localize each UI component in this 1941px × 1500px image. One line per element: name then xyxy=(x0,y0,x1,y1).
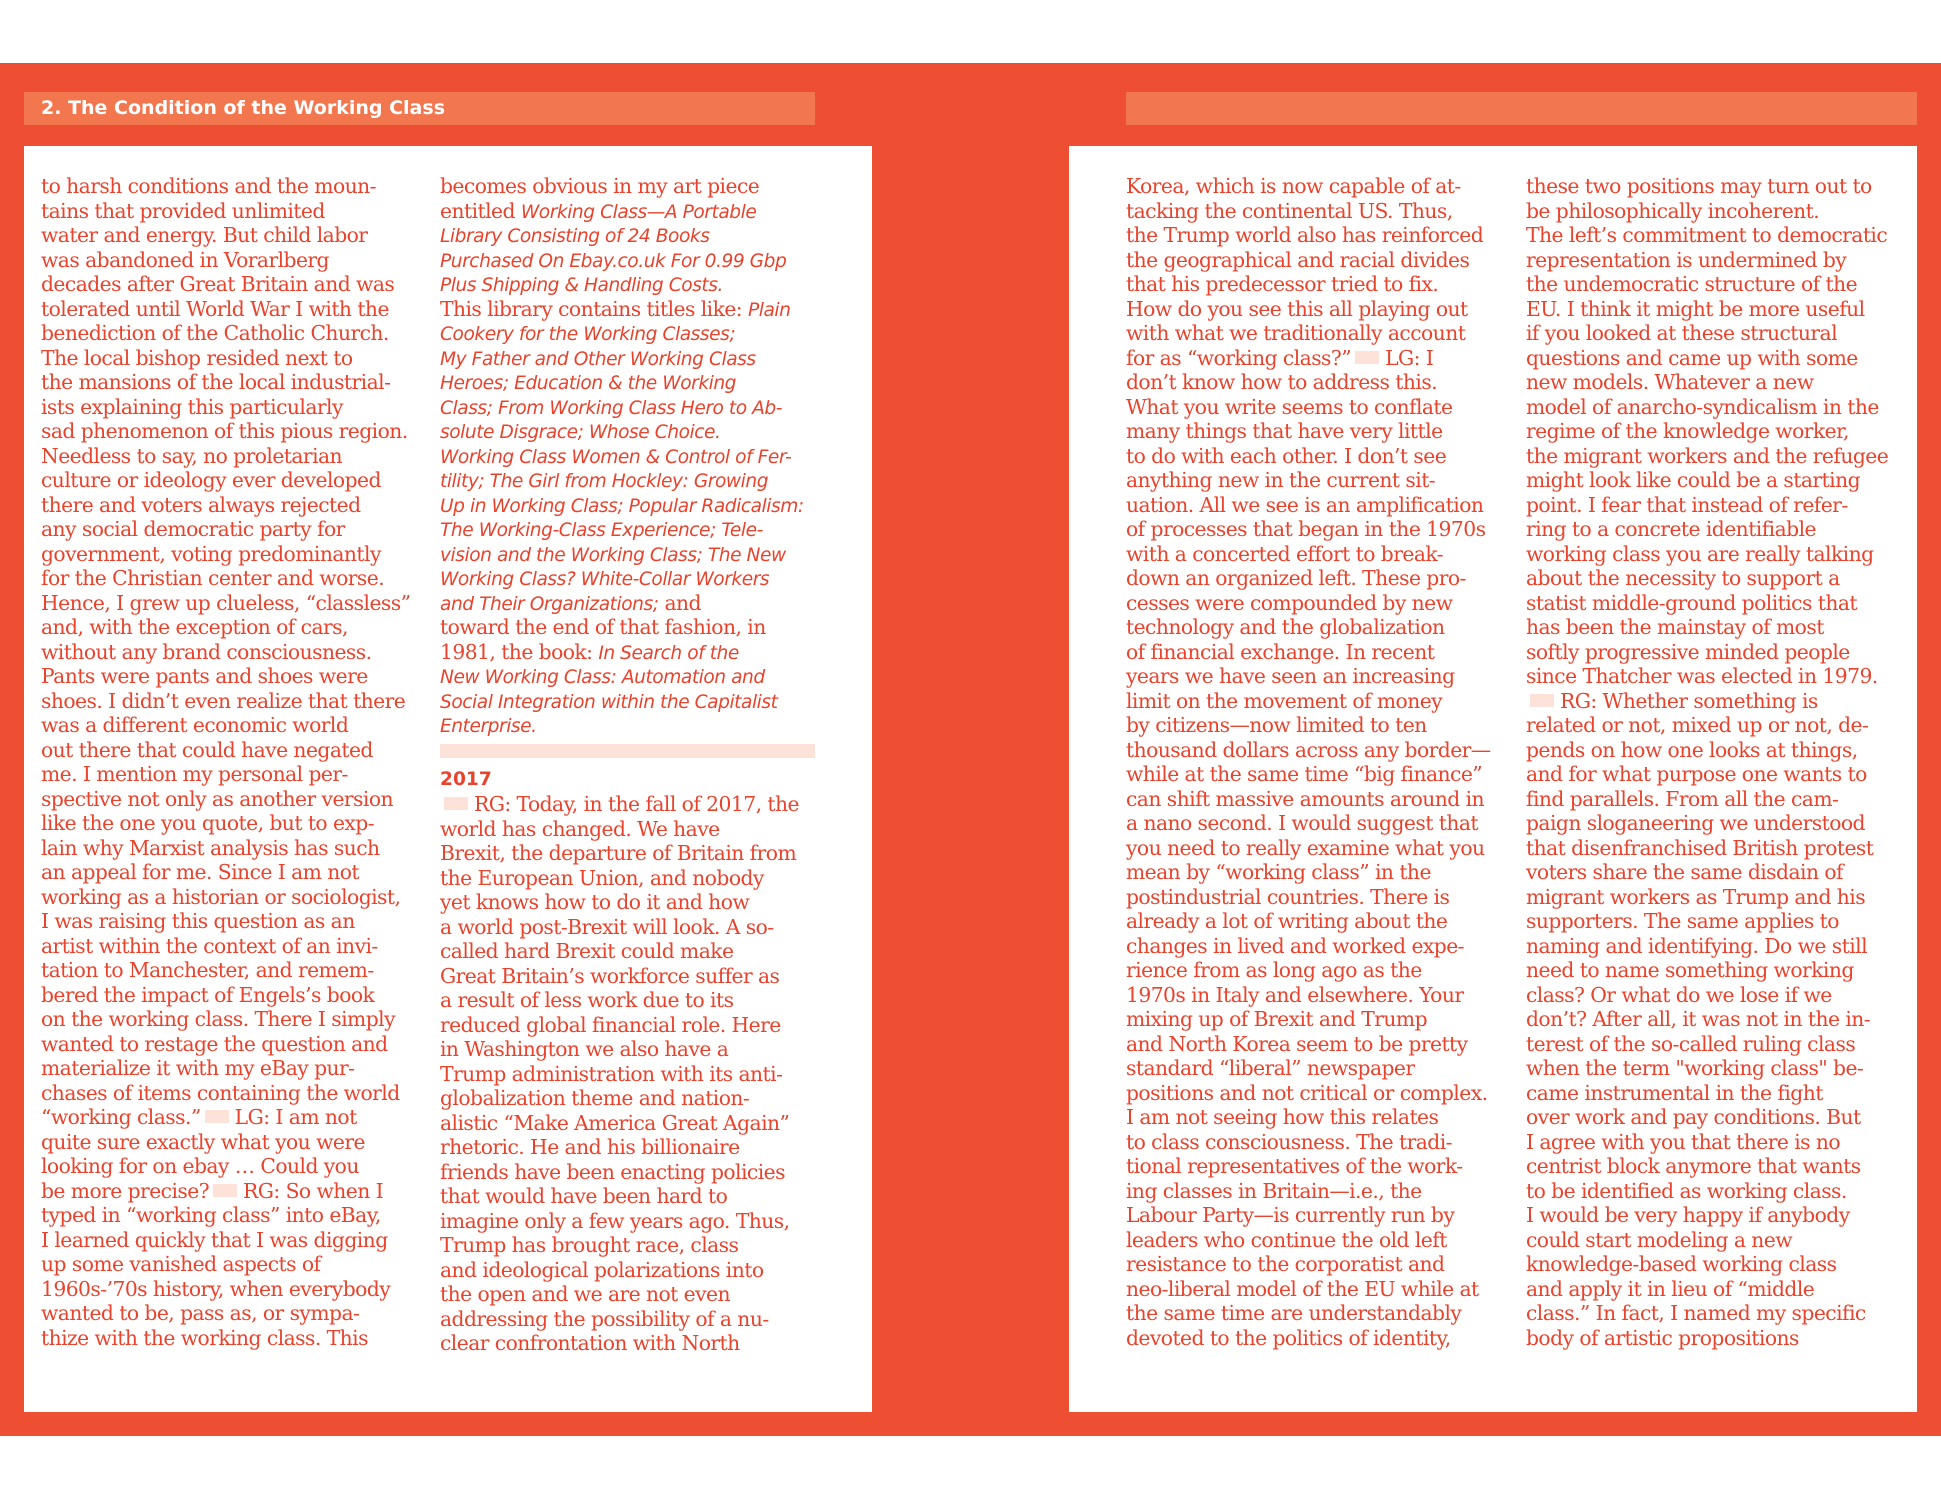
text-line: spective not only as another version xyxy=(41,786,394,811)
text-line: working as a historian or sociologist, xyxy=(41,884,401,909)
text-segment: becomes obvious in my art piece xyxy=(440,174,760,198)
text-line: that would have been hard to xyxy=(440,1184,728,1208)
text-line: friends have been enacting policies xyxy=(440,1159,785,1184)
text-line: class? Or what do we lose if we xyxy=(1526,982,1832,1007)
text-line: wanted to be, pass as, or sympa- xyxy=(41,1301,360,1325)
text-line xyxy=(440,566,815,591)
book-list-paragraph xyxy=(440,174,815,738)
text-line: to harsh conditions and the moun- xyxy=(41,174,376,198)
text-segment: for as “working class?” xyxy=(1126,345,1352,370)
italic-title: Social Integration within the Capitalist xyxy=(440,691,778,713)
text-line: tional representatives of the work- xyxy=(1126,1154,1463,1178)
text-line: bered the impact of Engels’s book xyxy=(41,982,375,1007)
text-line: positions and not critical or complex. xyxy=(1126,1080,1488,1105)
text-line: that his predecessor tried to fix. xyxy=(1126,272,1439,296)
text-segment: entitled xyxy=(440,198,521,223)
italic-title: vision and the Working Class; The New xyxy=(440,544,786,566)
text-line: rience from as long ago as the xyxy=(1126,958,1422,982)
text-line: be philosophically incoherent. xyxy=(1526,198,1820,223)
text-line: Hence, I grew up clueless, “classless” xyxy=(41,590,411,615)
text-line xyxy=(440,223,815,248)
text-line: point. I fear that instead of refer- xyxy=(1526,492,1848,517)
italic-title: Enterprise. xyxy=(440,716,537,737)
text-line: devoted to the politics of identity, xyxy=(1126,1325,1451,1350)
text-line: the open and we are not even xyxy=(440,1282,730,1306)
text-line: any social democratic party for xyxy=(41,517,345,541)
text-line: imagine only a few years ago. Thus, xyxy=(440,1208,790,1233)
text-line: lain why Marxist analysis has such xyxy=(41,835,380,860)
section-year: 2017 xyxy=(440,768,492,790)
text-line: changes in lived and worked expe- xyxy=(1126,933,1464,958)
text-line: if you looked at these structural xyxy=(1526,321,1838,345)
text-line: What you write seems to conflate xyxy=(1126,394,1453,419)
text-line: benediction of the Catholic Church. xyxy=(41,321,389,345)
italic-title: Library Consisting of 24 Books xyxy=(440,226,710,247)
text-line: addressing the possibility of a nu- xyxy=(440,1306,769,1331)
text-line xyxy=(440,370,815,395)
left-page-column-1 xyxy=(41,174,429,1350)
text-line: naming and identifying. Do we still xyxy=(1526,933,1868,958)
text-line: the European Union, and nobody xyxy=(440,865,764,890)
text-segment: 1981, the book: xyxy=(440,639,599,664)
text-line: I learned quickly that I was digging xyxy=(41,1227,388,1252)
text-line: need to name something working xyxy=(1526,958,1854,982)
text-line xyxy=(41,1179,429,1204)
text-line: on the working class. There I simply xyxy=(41,1007,396,1031)
left-page xyxy=(24,146,872,1412)
text-line: don’t? After all, it was not in the in- xyxy=(1526,1007,1871,1031)
section-divider xyxy=(440,744,815,758)
italic-title: Heroes; Education & the Working xyxy=(440,373,737,394)
text-line: Trump administration with its anti- xyxy=(440,1061,783,1086)
text-line: standard “liberal” newspaper xyxy=(1126,1056,1415,1080)
text-line: I agree with you that there is no xyxy=(1526,1129,1841,1154)
text-line: wanted to restage the question and xyxy=(41,1031,388,1056)
text-line: paign sloganeering we understood xyxy=(1526,811,1865,835)
italic-title: Plus Shipping & Handling Costs. xyxy=(440,275,723,296)
text-segment: LG: I xyxy=(1385,345,1434,370)
text-line: I would be very happy if anybody xyxy=(1526,1203,1850,1227)
text-line: I am not seeing how this relates xyxy=(1126,1105,1439,1129)
text-line: like the one you quote, but to exp- xyxy=(41,811,375,835)
italic-title: Up in Working Class; Popular Radicalism: xyxy=(440,495,804,517)
text-segment: “working class.” xyxy=(41,1105,201,1129)
text-segment: This library contains titles like: xyxy=(440,296,748,321)
text-line: tains that provided unlimited xyxy=(41,198,325,223)
italic-title: In Search of the xyxy=(598,642,739,664)
text-line: government, voting predominantly xyxy=(41,541,381,566)
italic-title: Plain xyxy=(747,299,791,321)
text-line: centrist block anymore that wants xyxy=(1526,1154,1861,1178)
text-line: technology and the globalization xyxy=(1126,615,1445,639)
text-line: related or not, mixed up or not, de- xyxy=(1526,713,1869,737)
text-line: came instrumental in the fight xyxy=(1526,1080,1823,1105)
text-line xyxy=(440,395,815,420)
text-line: about the necessity to support a xyxy=(1526,566,1840,590)
italic-title: New Working Class: Automation and xyxy=(440,667,765,688)
text-line: new models. Whatever a new xyxy=(1526,370,1814,394)
text-line: Great Britain’s workforce suffer as xyxy=(440,963,780,988)
text-line xyxy=(440,468,815,493)
text-line: uation. All we see is an amplification xyxy=(1126,492,1484,517)
text-line: there and voters always rejected xyxy=(41,492,361,517)
text-line: yet knows how to do it and how xyxy=(440,890,750,914)
text-line: and, with the exception of cars, xyxy=(41,615,348,639)
text-line: since Thatcher was elected in 1979. xyxy=(1526,664,1878,688)
text-line: find parallels. From all the cam- xyxy=(1526,786,1839,811)
text-line: cesses were compounded by new xyxy=(1126,590,1453,615)
text-line: EU. I think it might be more useful xyxy=(1526,296,1865,321)
text-line: that disenfranchised British protest xyxy=(1526,835,1874,860)
text-line: ists explaining this particularly xyxy=(41,394,343,419)
text-line: of financial exchange. In recent xyxy=(1126,639,1435,664)
text-line: was abandoned in Vorarlberg xyxy=(41,247,329,272)
text-line: Brexit, the departure of Britain from xyxy=(440,841,797,865)
italic-title: Working Class—A Portable xyxy=(520,201,757,223)
text-line: alistic “Make America Great Again” xyxy=(440,1110,790,1135)
text-line: globalization theme and nation- xyxy=(440,1086,750,1110)
speaker-marker xyxy=(1530,694,1554,707)
text-line: I was raising this question as an xyxy=(41,909,355,933)
text-line: body of artistic propositions xyxy=(1526,1325,1799,1350)
chapter-header-bar xyxy=(24,92,815,125)
text-line: migrant workers as Trump and his xyxy=(1526,884,1866,909)
italic-title: and Their Organizations; xyxy=(440,593,659,615)
text-segment: RG: Today, in the fall of 2017, the xyxy=(474,792,799,816)
text-line: don’t know how to address this. xyxy=(1126,370,1438,394)
text-line: working class you are really talking xyxy=(1526,541,1874,566)
text-line xyxy=(440,615,815,640)
text-line xyxy=(440,444,815,469)
text-line: rhetoric. He and his billionaire xyxy=(440,1135,740,1159)
text-line xyxy=(440,199,815,224)
text-line: anything new in the current sit- xyxy=(1126,468,1436,492)
text-line: Labour Party—is currently run by xyxy=(1126,1203,1455,1227)
text-line: decades after Great Britain and was xyxy=(41,272,395,296)
italic-title: The Working-Class Experience; Tele- xyxy=(440,520,763,541)
text-line: chases of items containing the world xyxy=(41,1080,400,1105)
text-line: materialize it with my eBay pur- xyxy=(41,1056,355,1080)
text-line: and ideological polarizations into xyxy=(440,1257,764,1282)
text-line: the mansions of the local industrial- xyxy=(41,370,391,394)
text-line: and North Korea seem to be pretty xyxy=(1126,1031,1468,1056)
italic-title: solute Disgrace; Whose Choice. xyxy=(440,422,721,443)
text-line: Needless to say, no proletarian xyxy=(41,443,343,468)
text-line: while at the same time “big finance” xyxy=(1126,762,1483,786)
text-segment: and xyxy=(658,590,701,615)
italic-title: tility; The Girl from Hockley: Growing xyxy=(440,471,769,492)
right-header-bar xyxy=(1126,92,1917,125)
text-line: to be identified as working class. xyxy=(1526,1178,1847,1203)
italic-title: Cookery for the Working Classes; xyxy=(440,324,736,345)
text-line: a world post-Brexit will look. A so- xyxy=(440,914,774,939)
text-line xyxy=(440,664,815,689)
text-line xyxy=(440,248,815,273)
text-segment: be more precise? xyxy=(41,1178,210,1203)
text-line: me. I mention my personal per- xyxy=(41,762,348,786)
text-line: voters share the same disdain of xyxy=(1526,860,1843,884)
speaker-marker xyxy=(444,797,468,810)
text-line: out there that could have negated xyxy=(41,737,373,762)
text-line: softly progressive minded people xyxy=(1526,639,1850,664)
text-line: questions and came up with some xyxy=(1526,345,1858,370)
text-line: down an organized left. These pro- xyxy=(1126,566,1466,590)
text-line: without any brand consciousness. xyxy=(41,639,372,664)
text-line: when the term "working class" be- xyxy=(1526,1056,1864,1080)
text-line: ring to a concrete identifiable xyxy=(1526,517,1816,541)
text-line xyxy=(440,174,815,199)
chapter-title: 2. The Condition of the Working Class xyxy=(41,97,446,119)
text-line xyxy=(1526,689,1896,714)
text-segment: LG: I am not xyxy=(234,1105,357,1129)
text-line: regime of the knowledge worker, xyxy=(1526,419,1849,443)
text-line: artist within the context of an invi- xyxy=(41,933,378,958)
text-line: supporters. The same applies to xyxy=(1526,909,1839,933)
text-line: knowledge-based working class xyxy=(1526,1252,1837,1276)
text-line: How do you see this all playing out xyxy=(1126,296,1468,321)
text-line xyxy=(1126,346,1514,371)
text-line: these two positions may turn out to xyxy=(1526,174,1872,198)
text-line: a nano second. I would suggest that xyxy=(1126,811,1478,835)
text-line: years we have seen an increasing xyxy=(1126,664,1455,688)
text-line: resistance to the corporatist and xyxy=(1126,1252,1445,1276)
text-line: mixing up of Brexit and Trump xyxy=(1126,1007,1428,1031)
text-line xyxy=(440,346,815,371)
text-line: terest of the so-called ruling class xyxy=(1526,1031,1856,1056)
text-line: could start modeling a new xyxy=(1526,1227,1793,1252)
italic-title: Working Class? White-Collar Workers xyxy=(440,569,770,590)
right-page xyxy=(1069,146,1917,1412)
text-line xyxy=(440,517,815,542)
speaker-marker xyxy=(1355,351,1379,364)
text-line xyxy=(440,713,815,738)
text-line: many things that have very little xyxy=(1126,419,1443,443)
left-page-column-2 xyxy=(440,174,815,1356)
text-line xyxy=(440,542,815,567)
text-line xyxy=(440,792,815,817)
text-line: world has changed. We have xyxy=(440,816,720,841)
speaker-marker xyxy=(213,1184,237,1197)
italic-title: Purchased On Ebay.co.uk For 0.99 Gbp xyxy=(440,250,787,272)
right-page-column-2 xyxy=(1526,174,1896,1350)
text-line: tolerated until World War I with the xyxy=(41,296,389,321)
text-line xyxy=(440,591,815,616)
interview-paragraph xyxy=(440,792,815,1356)
text-line xyxy=(440,689,815,714)
text-line: postindustrial countries. There is xyxy=(1126,884,1450,909)
text-line: to class consciousness. The tradi- xyxy=(1126,1129,1452,1154)
text-line: and apply it in lieu of “middle xyxy=(1526,1276,1815,1301)
text-line: reduced global financial role. Here xyxy=(440,1012,781,1037)
text-line: tation to Manchester, and remem- xyxy=(41,958,374,982)
text-segment: RG: So when I xyxy=(243,1178,384,1203)
text-line: the migrant workers and the refugee xyxy=(1526,443,1889,468)
text-line: pends on how one looks at things, xyxy=(1526,737,1858,762)
text-line: of processes that began in the 1970s xyxy=(1126,517,1486,541)
text-line: shoes. I didn’t even realize that there xyxy=(41,688,406,713)
text-line: thousand dollars across any border— xyxy=(1126,737,1491,762)
text-line: sad phenomenon of this pious region. xyxy=(41,419,408,443)
text-line xyxy=(440,640,815,665)
text-line: class.” In fact, I named my specific xyxy=(1526,1301,1866,1325)
text-line: The left’s commitment to democratic xyxy=(1526,223,1888,247)
text-line: leaders who continue the old left xyxy=(1126,1227,1447,1252)
text-line: looking for on ebay … Could you xyxy=(41,1154,359,1178)
text-line: you need to really examine what you xyxy=(1126,835,1485,860)
text-line: Trump has brought race, class xyxy=(440,1233,739,1257)
text-line: Korea, which is now capable of at- xyxy=(1126,174,1461,198)
text-line: culture or ideology ever developed xyxy=(41,468,381,492)
text-line xyxy=(440,419,815,444)
text-line: might look like could be a starting xyxy=(1526,468,1861,492)
text-line: representation is undermined by xyxy=(1526,247,1847,272)
text-line xyxy=(440,321,815,346)
text-line: a result of less work due to its xyxy=(440,988,734,1012)
text-line: the undemocratic structure of the xyxy=(1526,272,1858,296)
text-line: in Washington we also have a xyxy=(440,1037,729,1061)
text-line: model of anarcho-syndicalism in the xyxy=(1526,394,1879,419)
speaker-marker xyxy=(205,1110,229,1123)
text-line: 1970s in Italy and elsewhere. Your xyxy=(1126,982,1464,1007)
text-line: can shift massive amounts around in xyxy=(1126,786,1485,811)
text-line: statist middle-ground politics that xyxy=(1526,590,1857,615)
text-line: was a different economic world xyxy=(41,713,349,737)
italic-title: My Father and Other Working Class xyxy=(440,348,756,370)
text-line: 1960s-’70s history, when everybody xyxy=(41,1276,391,1301)
book-spread xyxy=(0,63,1941,1436)
text-line xyxy=(440,297,815,322)
text-line: has been the mainstay of most xyxy=(1526,615,1824,639)
text-segment: toward the end of that fashion, in xyxy=(440,615,766,639)
text-line: tacking the continental US. Thus, xyxy=(1126,198,1453,223)
text-line: typed in “working class” into eBay, xyxy=(41,1203,381,1227)
text-line: to do with each other. I don’t see xyxy=(1126,443,1447,468)
text-line: neo-liberal model of the EU while at xyxy=(1126,1276,1479,1301)
text-line: limit on the movement of money xyxy=(1126,688,1443,713)
text-line: up some vanished aspects of xyxy=(41,1252,321,1276)
italic-title: Class; From Working Class Hero to Ab- xyxy=(440,397,783,419)
text-line: by citizens—now limited to ten xyxy=(1126,713,1427,737)
text-line: and for what purpose one wants to xyxy=(1526,762,1867,786)
text-line: over work and pay conditions. But xyxy=(1526,1105,1861,1129)
text-line: with what we traditionally account xyxy=(1126,321,1466,345)
text-line: The local bishop resided next to xyxy=(41,345,353,370)
text-line: already a lot of writing about the xyxy=(1126,909,1448,933)
text-line: an appeal for me. Since I am not xyxy=(41,860,359,884)
text-segment: RG: Whether something is xyxy=(1560,688,1818,713)
text-line: with a concerted effort to break- xyxy=(1126,541,1444,566)
right-page-column-1 xyxy=(1126,174,1514,1350)
text-line: thize with the working class. This xyxy=(41,1325,368,1350)
text-line xyxy=(41,1105,429,1130)
text-line xyxy=(440,272,815,297)
text-line: called hard Brexit could make xyxy=(440,939,734,963)
text-line: the geographical and racial divides xyxy=(1126,247,1470,272)
text-line: ing classes in Britain—i.e., the xyxy=(1126,1178,1422,1203)
text-line: water and energy. But child labor xyxy=(41,223,368,247)
text-line: Pants were pants and shoes were xyxy=(41,664,368,688)
text-line: the same time are understandably xyxy=(1126,1301,1462,1325)
text-line: quite sure exactly what you were xyxy=(41,1129,365,1154)
italic-title: Working Class Women & Control of Fer- xyxy=(440,446,792,468)
text-line: mean by “working class” in the xyxy=(1126,860,1431,884)
text-line: for the Christian center and worse. xyxy=(41,566,385,590)
text-line xyxy=(440,493,815,518)
text-line: the Trump world also has reinforced xyxy=(1126,223,1484,247)
text-line: clear confrontation with North xyxy=(440,1331,740,1355)
